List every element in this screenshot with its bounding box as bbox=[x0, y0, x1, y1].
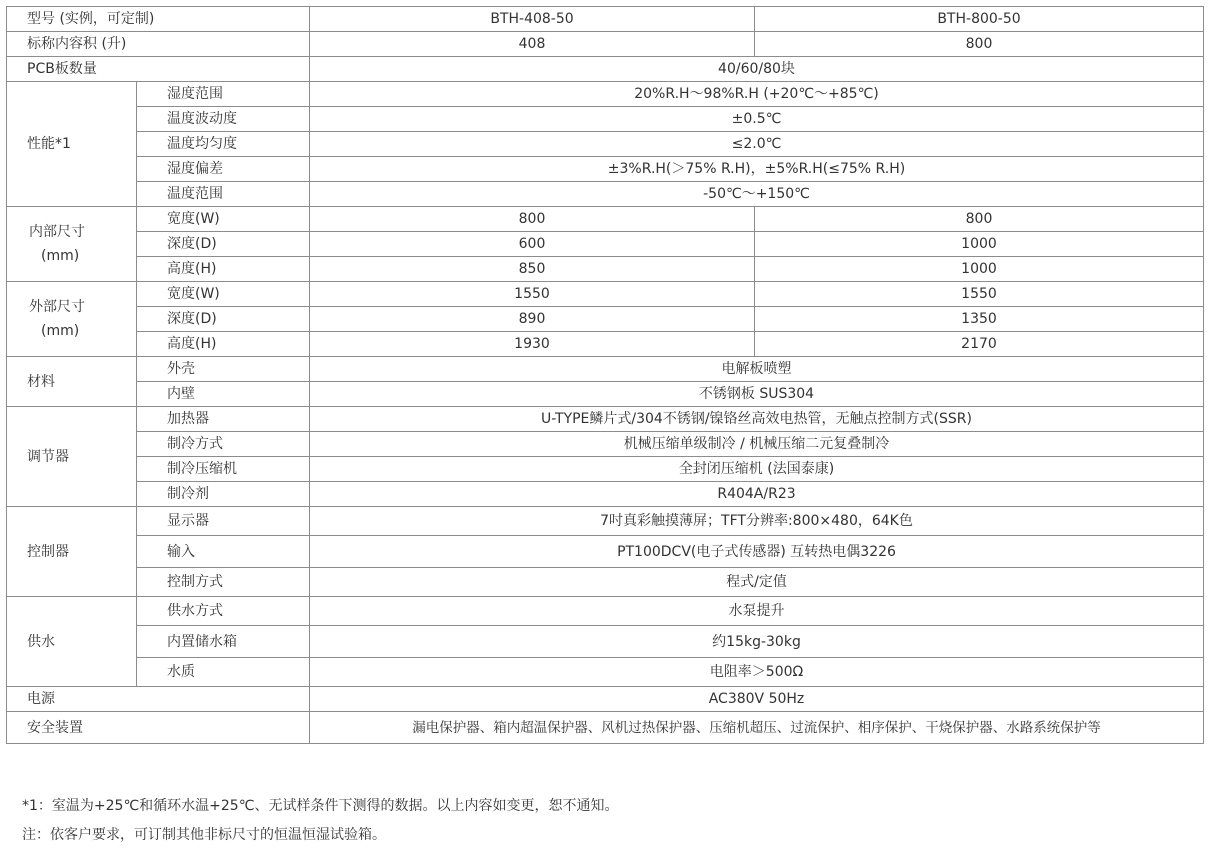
table-row-performance bbox=[7, 182, 1204, 207]
performance-row-label: 温度均匀度 bbox=[137, 132, 310, 157]
pcb-label: PCB板数量 bbox=[7, 57, 310, 82]
model-value-2: BTH-800-50 bbox=[755, 7, 1204, 32]
footnote-1: *1：室温为+25℃和循环水温+25℃、无试样条件下测得的数据。以上内容如变更，恕不通知。 bbox=[22, 798, 619, 814]
water-row-label: 供水方式 bbox=[137, 597, 310, 626]
volume-value-1: 408 bbox=[310, 32, 755, 57]
outer-size-value-2: 2170 bbox=[755, 332, 1204, 357]
inner-size-value-1: 850 bbox=[310, 257, 755, 282]
water-row-value: 电阻率＞500Ω bbox=[310, 658, 1204, 687]
inner-size-value-1: 600 bbox=[310, 232, 755, 257]
water-row-label: 水质 bbox=[137, 658, 310, 687]
regulator-row-label: 制冷方式 bbox=[137, 432, 310, 457]
table-row-safety bbox=[7, 712, 1204, 744]
safety-label: 安全装置 bbox=[7, 712, 310, 744]
outer-size-row-label: 深度(D) bbox=[137, 307, 310, 332]
performance-row-label: 湿度偏差 bbox=[137, 157, 310, 182]
power-label: 电源 bbox=[7, 687, 310, 712]
table-row-model bbox=[7, 7, 1204, 32]
regulator-row-value: 全封闭压缩机 (法国泰康) bbox=[310, 457, 1204, 482]
table-row-regulator bbox=[7, 407, 1204, 432]
table-row-water bbox=[7, 658, 1204, 687]
inner-size-label-line1: 内部尺寸 bbox=[29, 224, 85, 240]
outer-size-value-2: 1550 bbox=[755, 282, 1204, 307]
table-row-material bbox=[7, 357, 1204, 382]
outer-size-label-line1: 外部尺寸 bbox=[29, 299, 85, 315]
outer-size-label-line2: (mm) bbox=[41, 323, 80, 339]
table-row-outer-size bbox=[7, 307, 1204, 332]
table-row-water bbox=[7, 626, 1204, 658]
performance-row-value: -50℃～+150℃ bbox=[310, 182, 1204, 207]
performance-group-label: 性能*1 bbox=[7, 82, 137, 207]
outer-size-group-label bbox=[7, 282, 137, 357]
controller-row-value: 7吋真彩触摸薄屏；TFT分辨率:800×480，64K色 bbox=[310, 507, 1204, 536]
table-row-pcb bbox=[7, 57, 1204, 82]
material-row-label: 内壁 bbox=[137, 382, 310, 407]
table-row-material bbox=[7, 382, 1204, 407]
safety-value: 漏电保护器、箱内超温保护器、风机过热保护器、压缩机超压、过流保护、相序保护、干烧保护器、水路系统保护等 bbox=[310, 712, 1204, 744]
table-row-outer-size bbox=[7, 282, 1204, 307]
water-row-value: 水泵提升 bbox=[310, 597, 1204, 626]
performance-row-value: ±0.5℃ bbox=[310, 107, 1204, 132]
table-row-performance bbox=[7, 157, 1204, 182]
regulator-row-label: 制冷压缩机 bbox=[137, 457, 310, 482]
inner-size-row-label: 宽度(W) bbox=[137, 207, 310, 232]
table-row-performance bbox=[7, 107, 1204, 132]
controller-row-value: PT100DCV(电子式传感器) 互转热电偶3226 bbox=[310, 536, 1204, 568]
performance-row-label: 温度波动度 bbox=[137, 107, 310, 132]
inner-size-row-label: 高度(H) bbox=[137, 257, 310, 282]
table-row-performance bbox=[7, 132, 1204, 157]
inner-size-row-label: 深度(D) bbox=[137, 232, 310, 257]
performance-row-label: 温度范围 bbox=[137, 182, 310, 207]
controller-row-label: 控制方式 bbox=[137, 568, 310, 597]
volume-value-2: 800 bbox=[755, 32, 1204, 57]
regulator-row-value: U-TYPE鳞片式/304不锈钢/镍铬丝高效电热管，无触点控制方式(SSR) bbox=[310, 407, 1204, 432]
table-row-inner-size bbox=[7, 207, 1204, 232]
material-group-label: 材料 bbox=[7, 357, 137, 407]
pcb-value: 40/60/80块 bbox=[310, 57, 1204, 82]
table-row-regulator bbox=[7, 457, 1204, 482]
performance-row-value: 20%R.H～98%R.H (+20℃～+85℃) bbox=[310, 82, 1204, 107]
water-group-label: 供水 bbox=[7, 597, 137, 687]
material-row-value: 电解板喷塑 bbox=[310, 357, 1204, 382]
spec-table bbox=[6, 6, 1204, 744]
outer-size-value-1: 890 bbox=[310, 307, 755, 332]
water-row-label: 内置储水箱 bbox=[137, 626, 310, 658]
inner-size-label-line2: (mm) bbox=[41, 248, 80, 264]
material-row-value: 不锈钢板 SUS304 bbox=[310, 382, 1204, 407]
outer-size-row-label: 宽度(W) bbox=[137, 282, 310, 307]
inner-size-group-label bbox=[7, 207, 137, 282]
performance-row-label: 湿度范围 bbox=[137, 82, 310, 107]
model-label: 型号 (实例，可定制) bbox=[7, 7, 310, 32]
water-row-value: 约15kg-30kg bbox=[310, 626, 1204, 658]
table-row-water bbox=[7, 597, 1204, 626]
regulator-row-label: 加热器 bbox=[137, 407, 310, 432]
model-value-1: BTH-408-50 bbox=[310, 7, 755, 32]
outer-size-value-1: 1930 bbox=[310, 332, 755, 357]
table-row-controller bbox=[7, 568, 1204, 597]
controller-row-label: 显示器 bbox=[137, 507, 310, 536]
inner-size-value-1: 800 bbox=[310, 207, 755, 232]
material-row-label: 外壳 bbox=[137, 357, 310, 382]
performance-row-value: ±3%R.H(＞75% R.H)，±5%R.H(≤75% R.H) bbox=[310, 157, 1204, 182]
footnotes bbox=[22, 792, 618, 850]
controller-group-label: 控制器 bbox=[7, 507, 137, 597]
performance-row-value: ≤2.0℃ bbox=[310, 132, 1204, 157]
inner-size-value-2: 1000 bbox=[755, 232, 1204, 257]
table-row-inner-size bbox=[7, 232, 1204, 257]
regulator-row-value: 机械压缩单级制冷 / 机械压缩二元复叠制冷 bbox=[310, 432, 1204, 457]
regulator-row-value: R404A/R23 bbox=[310, 482, 1204, 507]
regulator-group-label: 调节器 bbox=[7, 407, 137, 507]
table-row-power bbox=[7, 687, 1204, 712]
table-row-performance bbox=[7, 82, 1204, 107]
table-row-regulator bbox=[7, 482, 1204, 507]
volume-label: 标称内容积 (升) bbox=[7, 32, 310, 57]
outer-size-row-label: 高度(H) bbox=[137, 332, 310, 357]
footnote-2: 注：依客户要求，可订制其他非标尺寸的恒温恒湿试验箱。 bbox=[22, 827, 386, 843]
table-row-regulator bbox=[7, 432, 1204, 457]
inner-size-value-2: 1000 bbox=[755, 257, 1204, 282]
regulator-row-label: 制冷剂 bbox=[137, 482, 310, 507]
table-row-outer-size bbox=[7, 332, 1204, 357]
table-row-controller bbox=[7, 536, 1204, 568]
inner-size-value-2: 800 bbox=[755, 207, 1204, 232]
table-row-inner-size bbox=[7, 257, 1204, 282]
controller-row-value: 程式/定值 bbox=[310, 568, 1204, 597]
power-value: AC380V 50Hz bbox=[310, 687, 1204, 712]
table-row-controller bbox=[7, 507, 1204, 536]
controller-row-label: 输入 bbox=[137, 536, 310, 568]
table-row-volume bbox=[7, 32, 1204, 57]
outer-size-value-1: 1550 bbox=[310, 282, 755, 307]
outer-size-value-2: 1350 bbox=[755, 307, 1204, 332]
